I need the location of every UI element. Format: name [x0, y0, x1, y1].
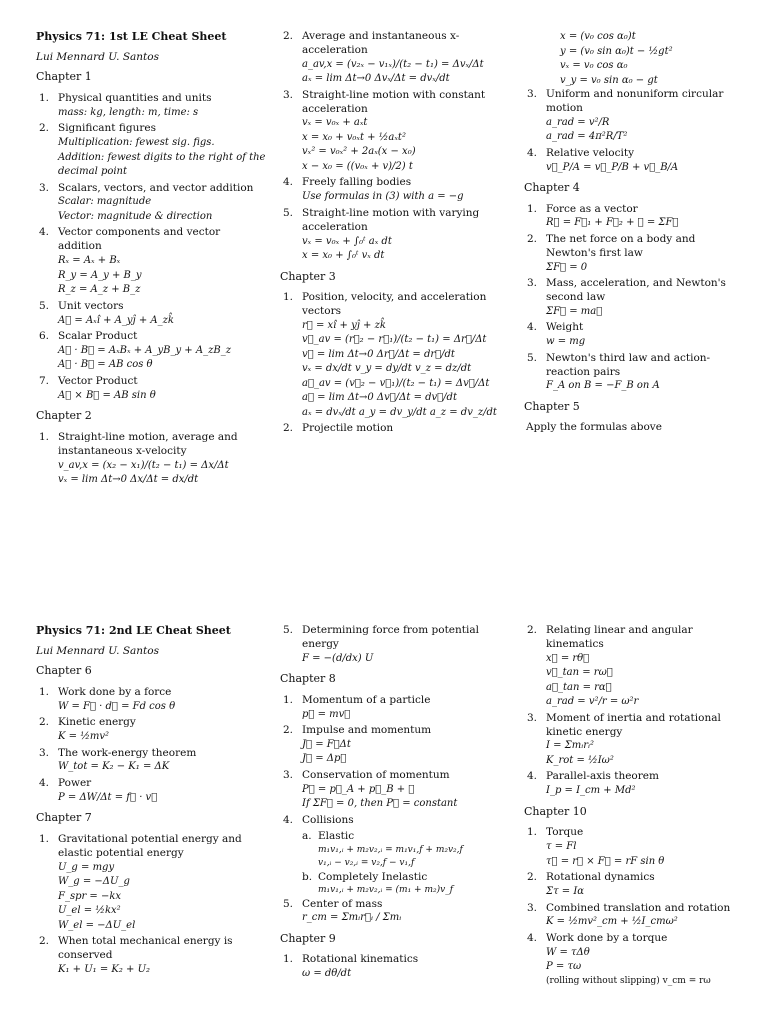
list-item: [36, 182, 266, 225]
list-item: [524, 871, 744, 899]
equation: P = ΔW/Δt = f⃗ · v⃗: [58, 791, 158, 803]
equation: mass: kg, length: m, time: s: [58, 106, 199, 118]
equation: Use formulas in (3) with a = −g: [302, 191, 464, 203]
item-number: 1.: [527, 826, 538, 839]
item-label: Relative velocity: [546, 146, 635, 159]
equation: vₓ = v₀ₓ + aₓt: [302, 117, 368, 129]
item-number: 1.: [283, 693, 294, 706]
equation: τ⃗ = r⃗ × F⃗ = rF sin θ: [546, 855, 665, 867]
equation: a_av,x = (v₂ₓ − v₁ₓ)/(t₂ − t₁) = Δvₓ/Δt: [302, 58, 484, 70]
item-number: 1.: [527, 202, 538, 215]
sheet1-column-2: [280, 30, 516, 438]
equation: p⃗ = mv⃗: [302, 708, 351, 720]
item-label: Relating linear and angular kinematics: [546, 624, 693, 650]
sheet1-column-3: [524, 30, 744, 435]
item-label: Gravitational potential energy and elastic potential energy: [58, 832, 242, 859]
equation: y = (v₀ sin α₀)t − ½gt²: [560, 45, 673, 57]
sub-item-letter: a.: [302, 829, 312, 842]
equation: a⃗ = lim Δt→0 Δv⃗/Δt = dv⃗/dt: [302, 392, 457, 404]
equation: x = x₀ + ∫₀ᵗ vₓ dt: [302, 250, 385, 262]
equation: R_y = A_y + B_y: [58, 269, 142, 281]
collision-sublist: [280, 830, 516, 898]
item-label: Freely falling bodies: [302, 176, 412, 189]
item-label: Kinetic energy: [58, 716, 136, 729]
item-number: 4.: [283, 176, 294, 189]
item-label: Power: [58, 776, 92, 789]
equation: v⃗_tan = rω⃗: [546, 667, 613, 679]
list-item: [36, 122, 266, 179]
list-item: [280, 898, 516, 926]
sheet2-column-2: [280, 624, 516, 984]
chapter-heading: Chapter 3: [280, 269, 336, 283]
equation: vₓ = v₀ cos α₀: [560, 60, 628, 71]
item-label: Rotational dynamics: [546, 871, 655, 884]
item-number: 3.: [527, 277, 538, 290]
item-number: 7.: [39, 374, 50, 387]
item-list: [524, 624, 744, 799]
chapter-heading: Chapter 2: [36, 409, 92, 423]
item-list: [280, 694, 516, 828]
equation: r_cm = Σmᵢr⃗ᵢ / Σmᵢ: [302, 912, 402, 924]
list-item: [524, 712, 744, 769]
item-label: Work done by a force: [58, 685, 172, 698]
item-number: 5.: [283, 206, 294, 219]
equation: Rₓ = Aₓ + Bₓ: [58, 255, 121, 267]
list-item: [36, 92, 266, 120]
equation: v₁,ᵢ − v₂,ᵢ = v₂,f − v₁,f: [318, 857, 415, 868]
sub-item: [302, 871, 516, 898]
equation: F_A on B = −F_B on A: [546, 380, 660, 392]
item-list: [36, 833, 266, 977]
list-item: [36, 747, 266, 775]
equation: F = −(d/dx) U: [302, 652, 374, 664]
list-item: [36, 330, 266, 373]
item-list: [280, 291, 516, 436]
chapter5-text: Apply the formulas above: [526, 421, 662, 434]
equation: U_g = mgy: [58, 861, 115, 873]
item-number: 4.: [527, 146, 538, 159]
item-label: Vector Product: [58, 374, 138, 387]
item-label: Conservation of momentum: [302, 768, 450, 781]
equation: ΣF⃗ = ma⃗: [546, 305, 603, 317]
item-label: Straight-line motion with varying acceleration: [302, 206, 480, 233]
list-item: [36, 226, 266, 297]
list-item: [524, 902, 744, 930]
equation: vₓ = v₀ₓ + ∫₀ᵗ aₓ dt: [302, 235, 392, 247]
equation: a⃗_av = (v⃗₂ − v⃗₁)/(t₂ − t₁) = Δv⃗/Δt: [302, 377, 490, 389]
sub-item-label: Completely Inelastic: [318, 870, 428, 883]
item-label: Newton's third law and action-reaction pairs: [546, 351, 711, 378]
item-number: 2.: [39, 716, 50, 729]
rolling-note: (rolling without slipping) v_cm = rω: [546, 975, 711, 986]
item-label: Collisions: [302, 813, 354, 826]
equation: a_rad = v²/R: [546, 116, 610, 128]
equation: R_z = A_z + B_z: [58, 284, 141, 296]
item-list: [280, 30, 516, 264]
equation: Multiplication: fewest sig. figs.: [58, 137, 215, 149]
equation: aₓ = dvₓ/dt a_y = dv_y/dt a_z = dv_z/dt: [302, 406, 497, 418]
item-label: Center of mass: [302, 897, 383, 910]
list-item: [524, 770, 744, 798]
equation: W_tot = K₂ − K₁ = ΔK: [58, 761, 170, 773]
item-number: 3.: [39, 181, 50, 194]
item-label: Scalar Product: [58, 330, 138, 343]
item-label: When total mechanical energy is conserved: [58, 935, 233, 961]
item-label: Torque: [546, 826, 584, 839]
item-label: The work-energy theorem: [58, 746, 197, 759]
equation: vₓ = lim Δt→0 Δx/Δt = dx/dt: [58, 474, 199, 485]
list-item: [36, 431, 266, 488]
list-item: [36, 375, 266, 403]
list-item: [524, 932, 744, 975]
equation: K = ½mv²: [58, 731, 110, 743]
list-item: [36, 777, 266, 805]
chapter-heading: Chapter 9: [280, 931, 336, 945]
item-number: 1.: [39, 91, 50, 104]
item-number: 6.: [39, 330, 50, 343]
equation: x = (v₀ cos α₀)t: [560, 31, 636, 42]
equation: x − x₀ = ((v₀ₓ + v)/2) t: [302, 160, 413, 172]
list-item: [524, 321, 744, 349]
item-label: Momentum of a particle: [302, 693, 431, 706]
list-item: [36, 300, 266, 328]
equation: v⃗ = lim Δt→0 Δr⃗/Δt = dr⃗/dt: [302, 348, 455, 360]
item-number: 1.: [283, 291, 294, 304]
item-number: 3.: [527, 901, 538, 914]
item-list: [524, 826, 744, 974]
item-label: Force as a vector: [546, 202, 638, 215]
item-label: The net force on a body and Newton's first law: [546, 232, 696, 259]
item-label: Scalars, vectors, and vector addition: [58, 181, 254, 194]
item-number: 4.: [39, 226, 50, 239]
equation: v_av,x = (x₂ − x₁)/(t₂ − t₁) = Δx/Δt: [58, 459, 229, 471]
item-number: 2.: [283, 30, 294, 42]
equation: F_spr = −kx: [58, 890, 122, 902]
item-number: 2.: [527, 624, 538, 636]
item-number: 3.: [283, 768, 294, 781]
item-label: Combined translation and rotation: [546, 901, 731, 914]
item-number: 2.: [527, 871, 538, 884]
item-list: [280, 953, 516, 981]
equation: R⃗ = F⃗₁ + F⃗₂ + ⋯ = ΣF⃗: [546, 217, 679, 229]
equation: W = τΔθ: [546, 946, 590, 958]
item-label: Uniform and nonuniform circular motion: [546, 88, 724, 114]
item-number: 3.: [527, 88, 538, 100]
item-number: 1.: [39, 685, 50, 698]
item-number: 4.: [527, 770, 538, 783]
item-list: [36, 431, 266, 488]
list-item: [280, 422, 516, 436]
list-item: [524, 147, 744, 175]
item-label: Rotational kinematics: [302, 953, 419, 966]
item-label: Position, velocity, and acceleration vectors: [302, 291, 487, 317]
item-label: Unit vectors: [58, 299, 124, 312]
list-item: [280, 624, 516, 666]
item-number: 2.: [283, 422, 294, 435]
item-number: 3.: [283, 88, 294, 101]
item-number: 1.: [39, 430, 50, 443]
item-number: 5.: [39, 299, 50, 312]
item-number: 5.: [283, 897, 294, 910]
projectile-equations: [524, 30, 744, 88]
item-label: Physical quantities and units: [58, 91, 212, 104]
equation: Στ = Iα: [546, 886, 585, 898]
item-number: 2.: [39, 935, 50, 948]
equation: I_p = I_cm + Md²: [546, 785, 636, 797]
item-label: Weight: [546, 321, 584, 334]
equation: A⃗ · B⃗ = AₓBₓ + A_yB_y + A_zB_z: [58, 344, 231, 356]
chapter-heading: Chapter 7: [36, 811, 92, 825]
equation: m₁v₁,ᵢ + m₂v₂,ᵢ = m₁v₁,f + m₂v₂,f: [318, 844, 463, 855]
list-item: [280, 176, 516, 204]
equation: aₓ = lim Δt→0 Δvₓ/Δt = dvₓ/dt: [302, 73, 450, 85]
sub-item: [302, 830, 516, 870]
item-label: Average and instantaneous x-acceleration: [302, 30, 460, 56]
list-item: [280, 814, 516, 828]
list-item: [280, 291, 516, 420]
item-label: Vector components and vector addition: [58, 226, 221, 253]
sheet2-column-3: [524, 624, 744, 988]
chapter-heading: Chapter 10: [524, 804, 587, 818]
list-item: [280, 30, 516, 87]
equation: Addition: fewest digits to the right of the decimal point: [58, 151, 266, 178]
item-list: [280, 624, 516, 666]
cheat-sheet-1: [0, 30, 768, 590]
item-label: Mass, acceleration, and Newton's second law: [546, 277, 726, 304]
equation: If ΣF⃗ = 0, then P⃗ = constant: [302, 798, 458, 810]
equation: K_rot = ½Iω²: [546, 754, 614, 766]
equation: x⃗ = rθ⃗: [546, 652, 590, 664]
item-label: Straight-line motion, average and instantaneous x-velocity: [58, 430, 238, 457]
list-item: [524, 88, 744, 145]
equation: v⃗_av = (r⃗₂ − r⃗₁)/(t₂ − t₁) = Δr⃗/Δt: [302, 334, 487, 346]
item-number: 2.: [39, 122, 50, 135]
equation: P⃗ = p⃗_A + p⃗_B + ⋯: [302, 783, 415, 795]
sheet2-author: Lui Mennard U. Santos: [36, 644, 159, 657]
list-item: [280, 207, 516, 264]
equation: w = mg: [546, 336, 586, 348]
list-item: [524, 826, 744, 869]
item-label: Projectile motion: [302, 422, 394, 435]
equation: x = x₀ + v₀ₓt + ½aₓt²: [302, 131, 406, 143]
equation: r⃗ = xî + yĵ + zk̂: [302, 319, 386, 331]
item-label: Significant figures: [58, 122, 156, 135]
chapter-heading: Chapter 8: [280, 672, 336, 686]
list-item: [280, 694, 516, 722]
sheet1-author: Lui Mennard U. Santos: [36, 50, 159, 63]
item-label: Moment of inertia and rotational kinetic energy: [546, 711, 721, 738]
item-label: Straight-line motion with constant acceleration: [302, 88, 486, 115]
cheat-sheet-2: [0, 624, 768, 1024]
equation: Scalar: magnitude: [58, 196, 152, 208]
equation: vₓ² = v₀ₓ² + 2aₓ(x − x₀): [302, 146, 416, 158]
equation: τ = Fl: [546, 841, 577, 853]
equation: a⃗_tan = rα⃗: [546, 681, 612, 693]
sheet2-column-1: [36, 624, 266, 979]
list-item: [36, 716, 266, 744]
chapter-heading: Chapter 1: [36, 70, 92, 84]
list-item: [280, 769, 516, 812]
equation: A⃗ · B⃗ = AB cos θ: [58, 359, 153, 371]
list-item: [524, 352, 744, 394]
equation: ΣF⃗ = 0: [546, 261, 588, 273]
equation: v_y = v₀ sin α₀ − gt: [560, 74, 658, 86]
item-number: 4.: [283, 813, 294, 826]
equation: v⃗_P/A = v⃗_P/B + v⃗_B/A: [546, 161, 679, 173]
equation: U_el = ½kx²: [58, 905, 121, 917]
chapter-heading: Chapter 6: [36, 664, 92, 678]
item-list: [524, 88, 744, 175]
sub-item-letter: b.: [302, 870, 313, 883]
item-list: [36, 92, 266, 403]
equation: K₁ + U₁ = K₂ + U₂: [58, 963, 151, 975]
equation: A⃗ × B⃗ = AB sin θ: [58, 389, 156, 401]
item-number: 5.: [527, 351, 538, 364]
equation: W_el = −ΔU_el: [58, 919, 136, 931]
item-label: Parallel-axis theorem: [546, 770, 659, 783]
sheet2-title: Physics 71: 2nd LE Cheat Sheet: [36, 624, 231, 637]
equation: A⃗ = Aₓî + A_yĵ + A_zk̂: [58, 314, 174, 326]
equation: a_rad = v²/r = ω²r: [546, 696, 639, 708]
list-item: [36, 686, 266, 714]
item-label: Work done by a torque: [546, 931, 668, 944]
item-number: 5.: [283, 624, 294, 636]
equation: P = τω: [546, 961, 582, 973]
item-list: [524, 203, 744, 394]
list-item: [280, 953, 516, 981]
equation: J⃗ = Δp⃗: [302, 753, 347, 765]
sub-item-label: Elastic: [318, 829, 355, 842]
item-list: [280, 898, 516, 926]
equation: K = ½mv²_cm + ½I_cmω²: [546, 916, 678, 928]
item-number: 1.: [283, 953, 294, 966]
list-item: [524, 624, 744, 710]
item-number: 3.: [527, 711, 538, 724]
item-number: 4.: [527, 931, 538, 944]
item-number: 4.: [39, 776, 50, 789]
list-item: [36, 935, 266, 977]
item-label: Determining force from potential energy: [302, 624, 479, 650]
list-item: [280, 724, 516, 767]
item-number: 4.: [527, 321, 538, 334]
item-number: 2.: [527, 232, 538, 245]
list-item: [524, 233, 744, 275]
equation: I = Σmᵢrᵢ²: [546, 740, 595, 752]
list-item: [36, 833, 266, 933]
item-number: 2.: [283, 724, 294, 737]
equation: m₁v₁,ᵢ + m₂v₂,ᵢ = (m₁ + m₂)v_f: [318, 885, 454, 896]
item-label: Impulse and momentum: [302, 724, 432, 737]
equation: vₓ = dx/dt v_y = dy/dt v_z = dz/dt: [302, 363, 472, 375]
list-item: [524, 277, 744, 319]
equation: Vector: magnitude & direction: [58, 210, 213, 222]
equation: J⃗ = F⃗Δt: [302, 738, 351, 750]
sheet1-column-1: [36, 30, 266, 490]
chapter-heading: Chapter 5: [524, 399, 580, 413]
list-item: [280, 89, 516, 175]
chapter-heading: Chapter 4: [524, 181, 580, 195]
item-number: 1.: [39, 832, 50, 845]
sheet1-title: Physics 71: 1st LE Cheat Sheet: [36, 30, 227, 43]
equation: ω = dθ/dt: [302, 968, 352, 980]
list-item: [524, 203, 744, 231]
equation: W = F⃗ · d⃗ = Fd cos θ: [58, 700, 176, 712]
item-list: [36, 686, 266, 805]
equation: a_rad = 4π²R/T²: [546, 131, 628, 143]
equation: W_g = −ΔU_g: [58, 876, 130, 888]
item-number: 3.: [39, 746, 50, 759]
